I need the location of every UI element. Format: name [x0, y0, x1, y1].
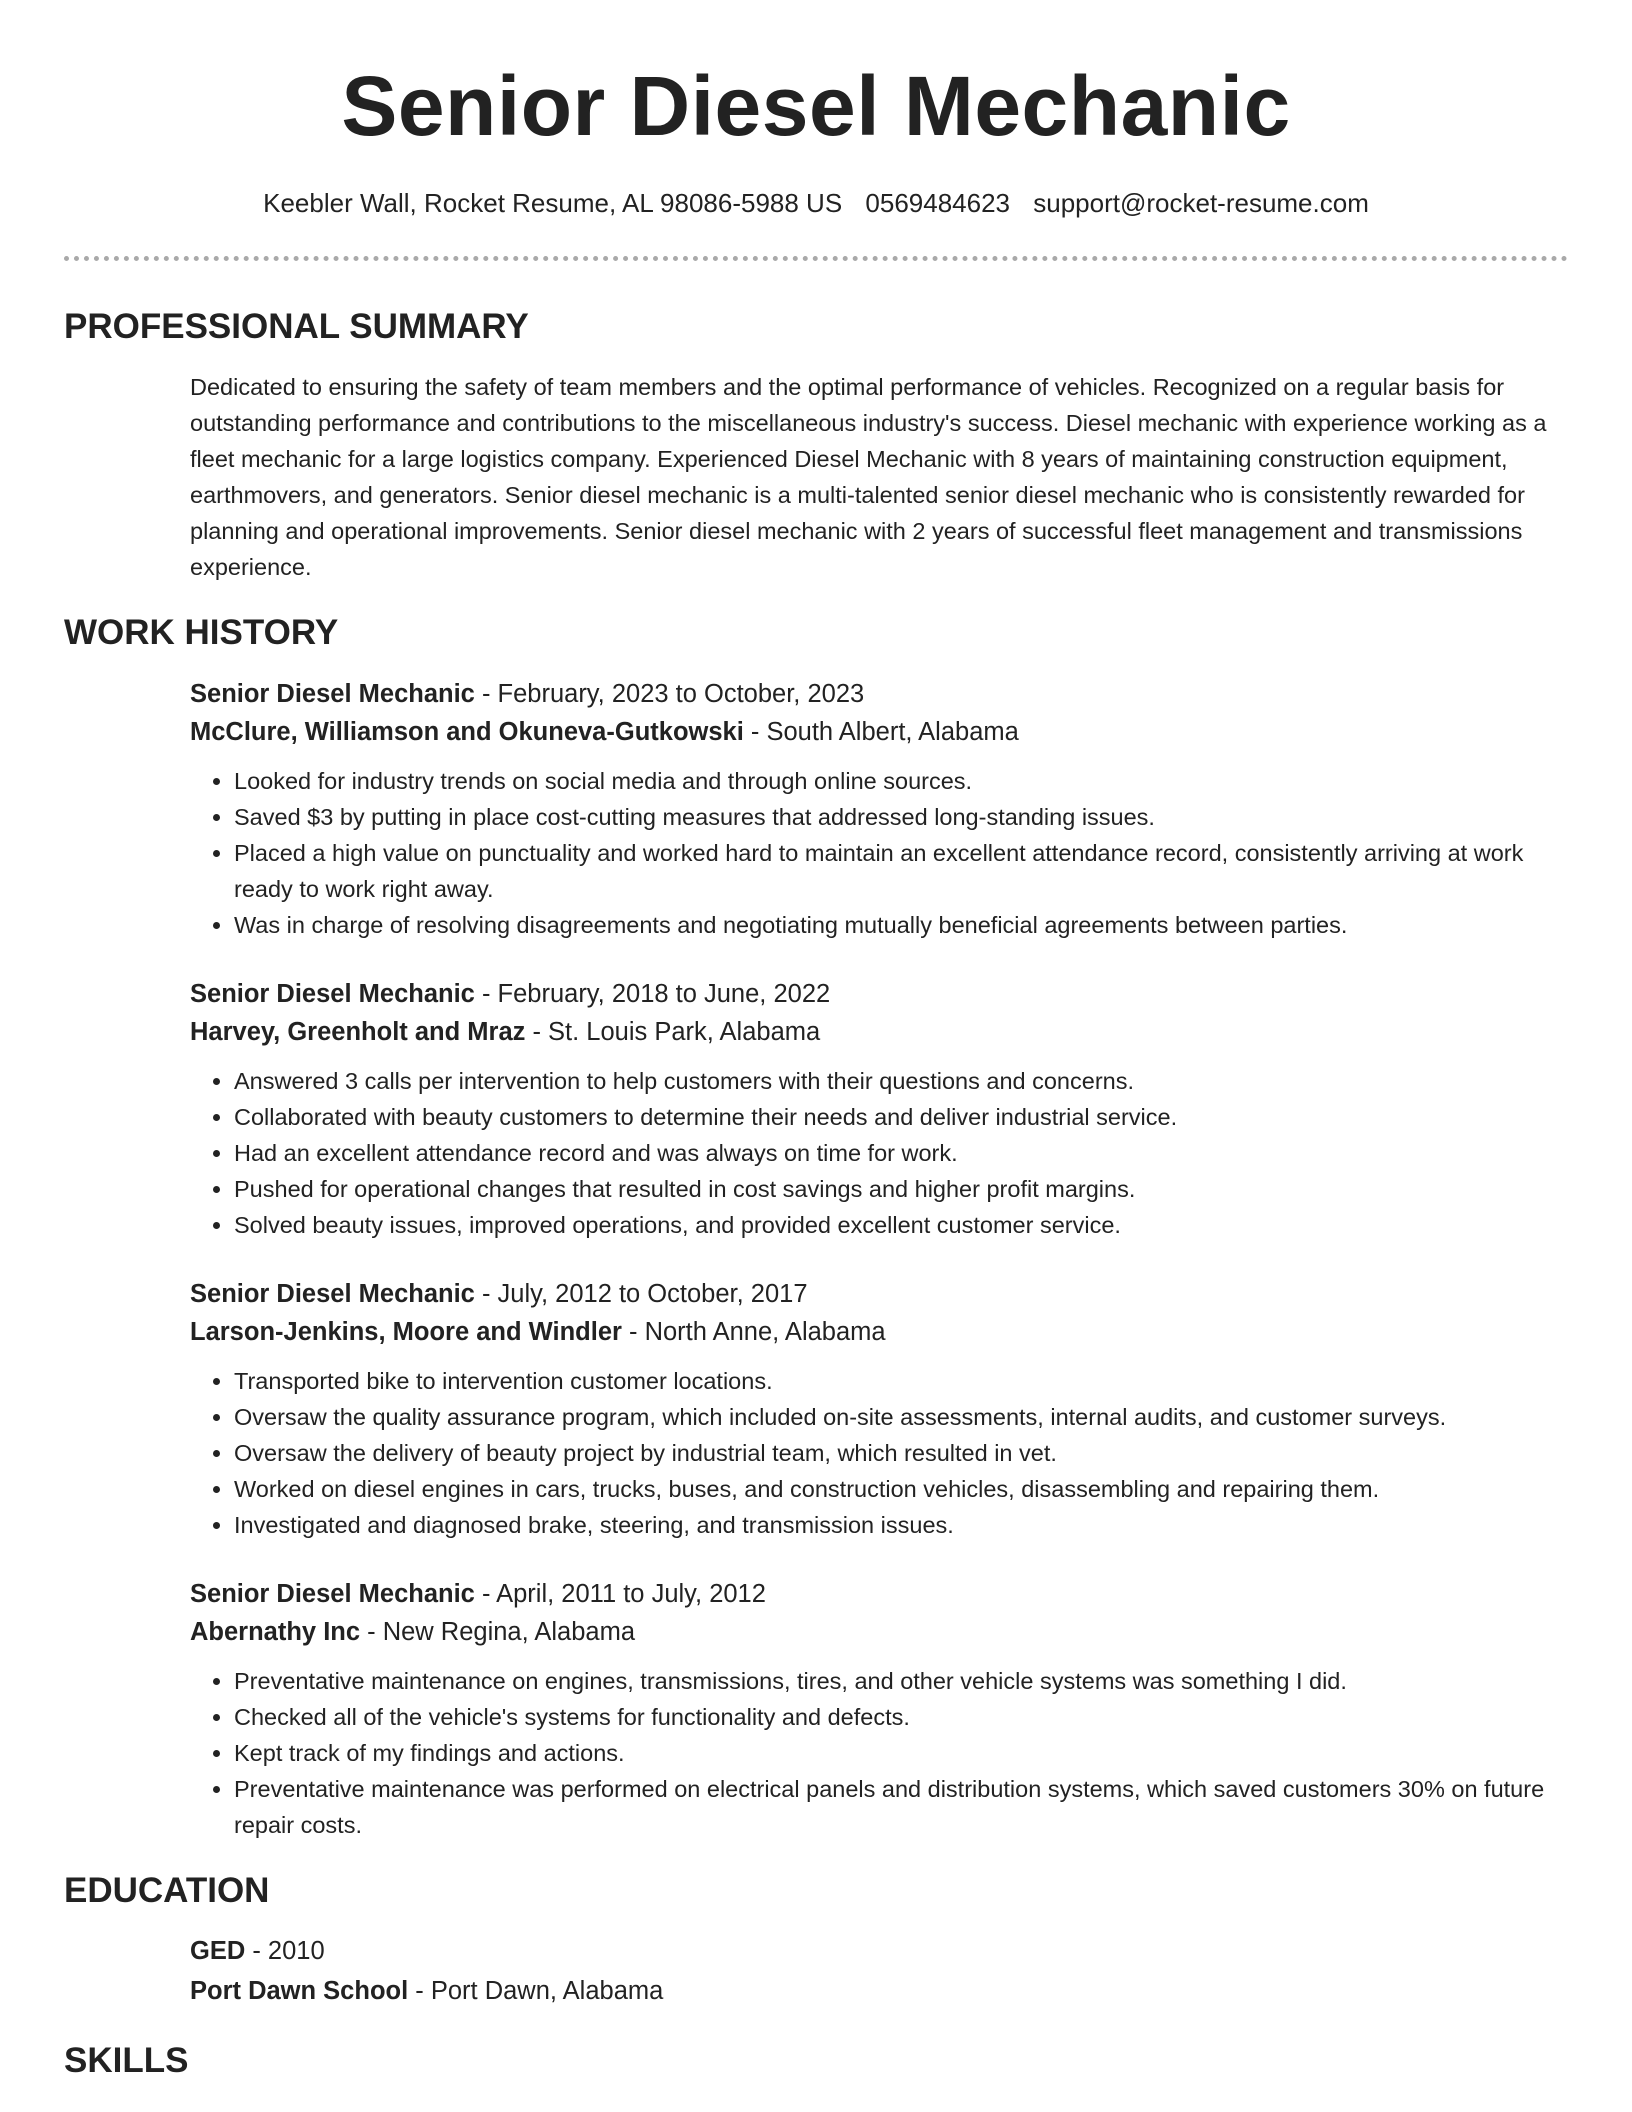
- job-location: - North Anne, Alabama: [621, 1318, 886, 1346]
- header-divider: [64, 256, 1568, 261]
- job-role: Senior Diesel Mechanic: [190, 1280, 475, 1308]
- education-school-line: [190, 1971, 1568, 2011]
- job-bullet: • Placed a high value on punctuality and worked hard to maintain an excellent attendance record, consistently arriving at work ready to work right away.: [234, 835, 1568, 907]
- job-role: Senior Diesel Mechanic: [190, 980, 475, 1008]
- job-dates: - July, 2012 to October, 2017: [474, 1280, 808, 1308]
- job-entry: [190, 975, 1568, 1243]
- resume-name: Senior Diesel Mechanic: [341, 59, 1291, 153]
- job-bullet: • Collaborated with beauty customers to determine their needs and deliver industrial service.: [234, 1099, 1568, 1135]
- job-title-line: [190, 975, 1568, 1013]
- job-entry: [190, 1275, 1568, 1543]
- job-company: Abernathy Inc: [190, 1618, 361, 1646]
- contact-line: [64, 186, 1568, 220]
- education-degree-line: [190, 1931, 1568, 1971]
- skills-section-title: SKILLS: [64, 2041, 189, 2080]
- job-bullet: • Transported bike to intervention customer locations.: [234, 1363, 1568, 1399]
- job-title-line: [190, 675, 1568, 713]
- education-degree: GED: [190, 1937, 246, 1965]
- job-bullet: • Oversaw the quality assurance program, which included on-site assessments, internal audits, and customer surveys.: [234, 1399, 1568, 1435]
- job-entry: [190, 675, 1568, 943]
- job-bullet: • Worked on diesel engines in cars, trucks, buses, and construction vehicles, disassembling and repairing them.: [234, 1471, 1568, 1507]
- job-company: McClure, Williamson and Okuneva-Gutkowski: [190, 718, 744, 746]
- job-bullet: • Kept track of my findings and actions.: [234, 1735, 1568, 1771]
- job-bullet: • Answered 3 calls per intervention to help customers with their questions and concerns.: [234, 1063, 1568, 1099]
- job-company: Larson-Jenkins, Moore and Windler: [190, 1318, 622, 1346]
- job-bullet: • Looked for industry trends on social media and through online sources.: [234, 763, 1568, 799]
- job-bullet: • Oversaw the delivery of beauty project by industrial team, which resulted in vet.: [234, 1435, 1568, 1471]
- contact-phone: 0569484623: [865, 188, 1011, 218]
- job-bullets: [190, 763, 1568, 943]
- work-section: [190, 675, 1568, 1843]
- summary-section-title: PROFESSIONAL SUMMARY: [64, 307, 529, 346]
- contact-email: support@rocket-resume.com: [1033, 188, 1369, 218]
- job-bullet: • Had an excellent attendance record and was always on time for work.: [234, 1135, 1568, 1171]
- summary-section: [190, 369, 1568, 585]
- job-bullet: • Preventative maintenance was performed on electrical panels and distribution systems, which saved customers 30% on future repair costs.: [234, 1771, 1568, 1843]
- job-company-line: [190, 1013, 1568, 1051]
- job-title-line: [190, 1575, 1568, 1613]
- job-dates: - February, 2023 to October, 2023: [474, 680, 865, 708]
- job-entry: [190, 1575, 1568, 1843]
- job-company-line: [190, 1613, 1568, 1651]
- education-school: Port Dawn School: [190, 1977, 409, 2005]
- job-bullet: • Checked all of the vehicle's systems for functionality and defects.: [234, 1699, 1568, 1735]
- job-bullet: • Solved beauty issues, improved operations, and provided excellent customer service.: [234, 1207, 1568, 1243]
- contact-address: Keebler Wall, Rocket Resume, AL 98086-5988 US: [263, 188, 843, 218]
- education-location: - Port Dawn, Alabama: [408, 1977, 664, 2005]
- job-location: - St. Louis Park, Alabama: [525, 1018, 821, 1046]
- job-bullet: • Saved $3 by putting in place cost-cutting measures that addressed long-standing issues.: [234, 799, 1568, 835]
- job-company: Harvey, Greenholt and Mraz: [190, 1018, 526, 1046]
- job-company-line: [190, 713, 1568, 751]
- work-section-title: WORK HISTORY: [64, 613, 339, 652]
- job-bullet: • Preventative maintenance on engines, transmissions, tires, and other vehicle systems was something I did.: [234, 1663, 1568, 1699]
- education-section-title: EDUCATION: [64, 1871, 270, 1910]
- job-bullet: • Investigated and diagnosed brake, steering, and transmission issues.: [234, 1507, 1568, 1543]
- job-role: Senior Diesel Mechanic: [190, 1580, 475, 1608]
- summary-text: Dedicated to ensuring the safety of team members and the optimal performance of vehicles. Recognized on a regular basis for outstanding performance and contributions to the miscellaneous industry's success. Diesel mechanic with experience working as a fleet mechanic for a large logistics company. Experienced Diesel Mechanic with 8 years of maintaining construction equipment, earthmovers, and generators. Senior diesel mechanic is a multi-talented senior diesel mechanic who is consistently rewarded for planning and operational improvements. Senior diesel mechanic with 2 years of successful fleet management and transmissions experience.: [190, 374, 1547, 580]
- job-dates: - February, 2018 to June, 2022: [474, 980, 831, 1008]
- job-dates: - April, 2011 to July, 2012: [474, 1580, 766, 1608]
- job-company-line: [190, 1313, 1568, 1351]
- job-role: Senior Diesel Mechanic: [190, 680, 475, 708]
- job-title-line: [190, 1275, 1568, 1313]
- education-year: - 2010: [245, 1937, 325, 1965]
- job-location: - South Albert, Alabama: [743, 718, 1019, 746]
- job-bullet: • Was in charge of resolving disagreements and negotiating mutually beneficial agreements between parties.: [234, 907, 1568, 943]
- job-bullet: • Pushed for operational changes that resulted in cost savings and higher profit margins.: [234, 1171, 1568, 1207]
- job-location: - New Regina, Alabama: [360, 1618, 636, 1646]
- education-section: [190, 1931, 1568, 2011]
- job-bullets: [190, 1063, 1568, 1243]
- job-bullets: [190, 1663, 1568, 1843]
- job-bullets: [190, 1363, 1568, 1543]
